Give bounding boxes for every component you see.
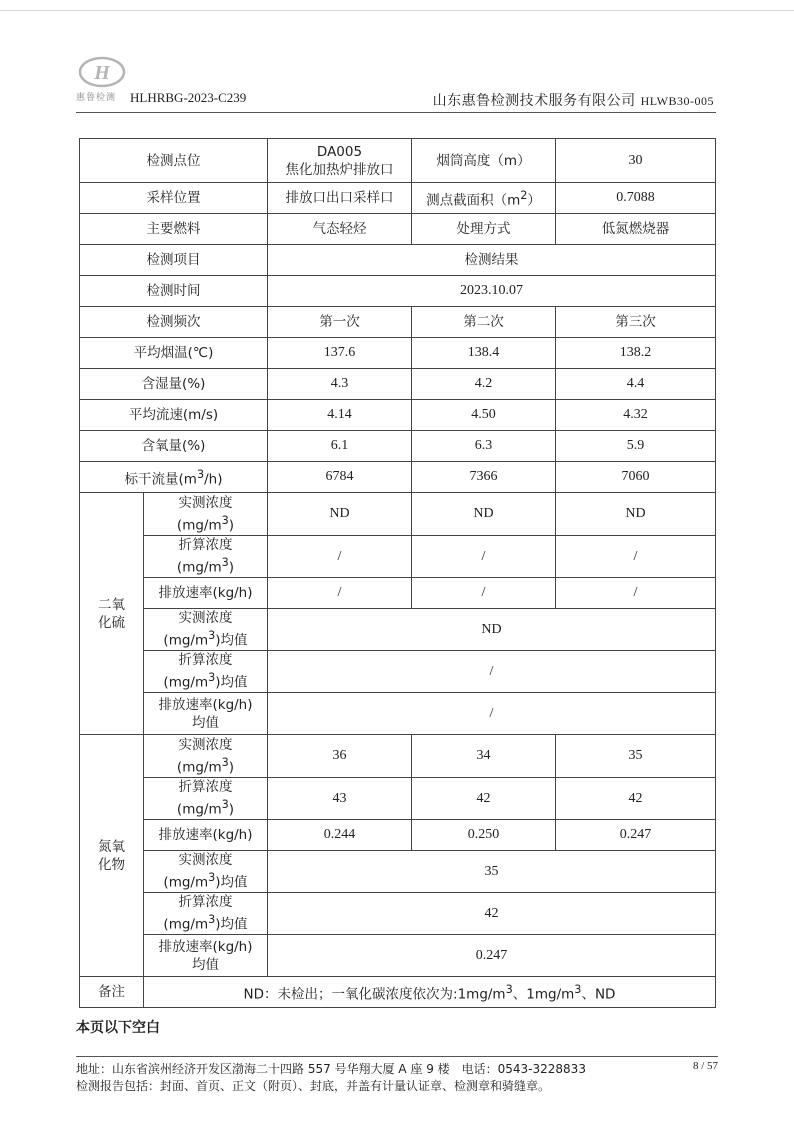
so2-measured-1: ND <box>268 493 412 536</box>
table-row <box>80 400 716 431</box>
avg-temp-2: 138.4 <box>412 338 556 369</box>
remark-mid: 、1mg/m <box>512 986 575 1003</box>
table-row <box>80 338 716 369</box>
area-label-end: ） <box>527 192 541 209</box>
freq-label: 检测频次 <box>80 307 268 338</box>
table-row <box>80 609 716 651</box>
table-row <box>80 307 716 338</box>
unit-pre: (mg/m <box>176 559 222 576</box>
nox-converted-avg-label <box>144 893 268 935</box>
sampling-pos-value: 排放口出口采样口 <box>268 183 412 214</box>
footer-scope: 检测报告包括：封面、首页、正文（附页）、封底，并盖有计量认证章、检测章和骑缝章。 <box>76 1079 551 1093</box>
company-name: 山东惠鲁检测技术服务有限公司 <box>432 93 636 109</box>
nox-converted-2: 42 <box>412 778 556 820</box>
so2-rate-avg-label <box>144 693 268 735</box>
header-divider <box>76 112 716 113</box>
unit-pre: (mg/m <box>163 916 209 933</box>
so2-measured-avg: ND <box>268 609 716 651</box>
unit-pre: (mg/m <box>163 632 209 649</box>
unit-pre: (mg/m <box>163 674 209 691</box>
nox-name-1: 氮氧 <box>98 838 125 855</box>
table-row <box>80 778 716 820</box>
treatment-value: 低氮燃烧器 <box>556 214 716 245</box>
nox-name-2: 化物 <box>98 856 125 873</box>
time-value: 2023.10.07 <box>268 276 716 307</box>
moisture-3: 4.4 <box>556 369 716 400</box>
unit-pre: (mg/m <box>176 759 222 776</box>
unit-sup: 3 <box>221 513 229 527</box>
table-row <box>80 820 716 851</box>
unit-pre: (mg/m <box>163 874 209 891</box>
so2-rate-1: / <box>268 578 412 609</box>
table-row <box>80 693 716 735</box>
rate-text: 排放速率(kg/h) <box>158 696 253 713</box>
measured-text: 实测浓度 <box>178 736 233 753</box>
freq-1: 第一次 <box>268 307 412 338</box>
so2-name-1: 二氧 <box>98 596 125 613</box>
table-row <box>80 493 716 536</box>
table-row <box>80 536 716 578</box>
so2-converted-avg: / <box>268 651 716 693</box>
area-label-sup: 2 <box>520 188 528 202</box>
unit-post: ) <box>228 517 235 534</box>
unit-sup: 3 <box>221 755 229 769</box>
so2-rate-avg: / <box>268 693 716 735</box>
so2-rate-2: / <box>412 578 556 609</box>
table-row <box>80 851 716 893</box>
point-value <box>268 139 412 183</box>
nox-measured-avg-label <box>144 851 268 893</box>
table-row <box>80 183 716 214</box>
so2-measured-2: ND <box>412 493 556 536</box>
avg-temp-1: 137.6 <box>268 338 412 369</box>
so2-group-label <box>80 493 144 735</box>
flow-1: 6784 <box>268 462 412 493</box>
converted-text: 折算浓度 <box>178 779 233 796</box>
nox-measured-avg: 35 <box>268 851 716 893</box>
table-row <box>80 431 716 462</box>
unit-avg-post: )均值 <box>215 916 248 933</box>
footer-address: 地址：山东省滨州经济开发区渤海二十四路 557 号华翔大厦 A 座 9 楼 电话：0543-3228833 <box>76 1062 586 1076</box>
footer-divider <box>76 1056 718 1057</box>
avg-temp-label: 平均烟温(℃) <box>80 338 268 369</box>
nox-converted-1: 43 <box>268 778 412 820</box>
freq-2: 第二次 <box>412 307 556 338</box>
moisture-2: 4.2 <box>412 369 556 400</box>
moisture-label: 含湿量(%) <box>80 369 268 400</box>
table-row <box>80 214 716 245</box>
result-label: 检测结果 <box>268 245 716 276</box>
nox-converted-label <box>144 778 268 820</box>
point-label: 检测点位 <box>80 139 268 183</box>
so2-converted-label <box>144 536 268 578</box>
so2-converted-1: / <box>268 536 412 578</box>
unit-avg-post: )均值 <box>215 674 248 691</box>
table-row <box>80 578 716 609</box>
unit-sup: 3 <box>208 913 216 927</box>
test-results-table <box>79 138 716 1008</box>
point-name: 焦化加热炉排放口 <box>285 161 394 178</box>
unit-post: ) <box>228 759 235 776</box>
blank-note: 本页以下空白 <box>76 1020 160 1036</box>
so2-converted-2: / <box>412 536 556 578</box>
unit-sup: 3 <box>208 629 216 643</box>
nox-rate-avg-label <box>144 935 268 977</box>
measured-text: 实测浓度 <box>178 852 233 869</box>
nox-converted-3: 42 <box>556 778 716 820</box>
table-row <box>80 893 716 935</box>
page-number: 8 / 57 <box>692 1060 718 1072</box>
unit-sup: 3 <box>208 671 216 685</box>
so2-measured-avg-label <box>144 609 268 651</box>
oxygen-2: 6.3 <box>412 431 556 462</box>
moisture-1: 4.3 <box>268 369 412 400</box>
velocity-label: 平均流速(m/s) <box>80 400 268 431</box>
area-value: 0.7088 <box>556 183 716 214</box>
so2-name-2: 化硫 <box>98 614 125 631</box>
sampling-pos-label: 采样位置 <box>80 183 268 214</box>
flow-3: 7060 <box>556 462 716 493</box>
converted-text: 折算浓度 <box>178 894 233 911</box>
flow-label-end: /h) <box>204 471 223 488</box>
stack-height-label: 烟筒高度（m） <box>412 139 556 183</box>
unit-sup: 3 <box>208 871 216 885</box>
velocity-3: 4.32 <box>556 400 716 431</box>
nox-rate-3: 0.247 <box>556 820 716 851</box>
velocity-2: 4.50 <box>412 400 556 431</box>
nox-group-label <box>80 735 144 977</box>
treatment-label: 处理方式 <box>412 214 556 245</box>
unit-post: ) <box>228 559 235 576</box>
nox-rate-1: 0.244 <box>268 820 412 851</box>
unit-pre: (mg/m <box>176 801 222 818</box>
logo-text: 惠鲁检测 <box>76 93 117 103</box>
table-row <box>80 935 716 977</box>
table-row <box>80 977 716 1008</box>
so2-measured-3: ND <box>556 493 716 536</box>
remark-end: 、ND <box>581 986 616 1003</box>
oxygen-3: 5.9 <box>556 431 716 462</box>
report-number: HLHRBG-2023-C239 <box>130 90 247 105</box>
rate-avg-suffix: 均值 <box>192 714 219 731</box>
so2-converted-avg-label <box>144 651 268 693</box>
unit-post: ) <box>228 801 235 818</box>
nox-measured-1: 36 <box>268 735 412 778</box>
nox-rate-2: 0.250 <box>412 820 556 851</box>
item-label: 检测项目 <box>80 245 268 276</box>
so2-rate-3: / <box>556 578 716 609</box>
top-divider <box>0 10 794 11</box>
oxygen-label: 含氧量(%) <box>80 431 268 462</box>
fuel-label: 主要燃料 <box>80 214 268 245</box>
area-label-text: 测点截面积（m <box>426 192 521 209</box>
so2-rate-label: 排放速率(kg/h) <box>144 578 268 609</box>
nox-measured-label <box>144 735 268 778</box>
table-row <box>80 139 716 183</box>
converted-text: 折算浓度 <box>178 652 233 669</box>
remark-value <box>144 977 716 1008</box>
rate-text: 排放速率(kg/h) <box>158 938 253 955</box>
nox-rate-label: 排放速率(kg/h) <box>144 820 268 851</box>
nox-measured-3: 35 <box>556 735 716 778</box>
remark-sup-1: 3 <box>505 982 513 996</box>
velocity-1: 4.14 <box>268 400 412 431</box>
oxygen-1: 6.1 <box>268 431 412 462</box>
flow-label-text: 标干流量(m <box>124 471 197 488</box>
table-row <box>80 245 716 276</box>
nox-converted-avg: 42 <box>268 893 716 935</box>
nox-rate-avg: 0.247 <box>268 935 716 977</box>
so2-measured-label <box>144 493 268 536</box>
remark-label: 备注 <box>80 977 144 1008</box>
unit-avg-post: )均值 <box>215 632 248 649</box>
converted-text: 折算浓度 <box>178 537 233 554</box>
table-row <box>80 462 716 493</box>
table-row <box>80 276 716 307</box>
svg-text:H: H <box>94 62 110 84</box>
table-row <box>80 651 716 693</box>
fuel-value: 气态轻烃 <box>268 214 412 245</box>
so2-converted-3: / <box>556 536 716 578</box>
time-label: 检测时间 <box>80 276 268 307</box>
table-row <box>80 369 716 400</box>
avg-temp-3: 138.2 <box>556 338 716 369</box>
flow-label <box>80 462 268 493</box>
flow-label-sup: 3 <box>196 467 205 481</box>
area-label <box>412 183 556 214</box>
unit-avg-post: )均值 <box>215 874 248 891</box>
unit-sup: 3 <box>221 798 229 812</box>
remark-text: ND：未检出；一氧化碳浓度依次为:1mg/m <box>243 986 506 1003</box>
header-company <box>433 90 714 110</box>
table-row <box>80 735 716 778</box>
flow-2: 7366 <box>412 462 556 493</box>
nox-measured-2: 34 <box>412 735 556 778</box>
measured-text: 实测浓度 <box>178 610 233 627</box>
unit-sup: 3 <box>221 556 229 570</box>
unit-pre: (mg/m <box>176 517 222 534</box>
freq-3: 第三次 <box>556 307 716 338</box>
remark-sup-2: 3 <box>574 982 582 996</box>
point-code: DA005 <box>316 143 363 160</box>
stack-height-value: 30 <box>556 139 716 183</box>
measured-text: 实测浓度 <box>178 494 233 511</box>
doc-code: HLWB30-005 <box>640 94 714 108</box>
rate-avg-suffix: 均值 <box>192 956 219 973</box>
